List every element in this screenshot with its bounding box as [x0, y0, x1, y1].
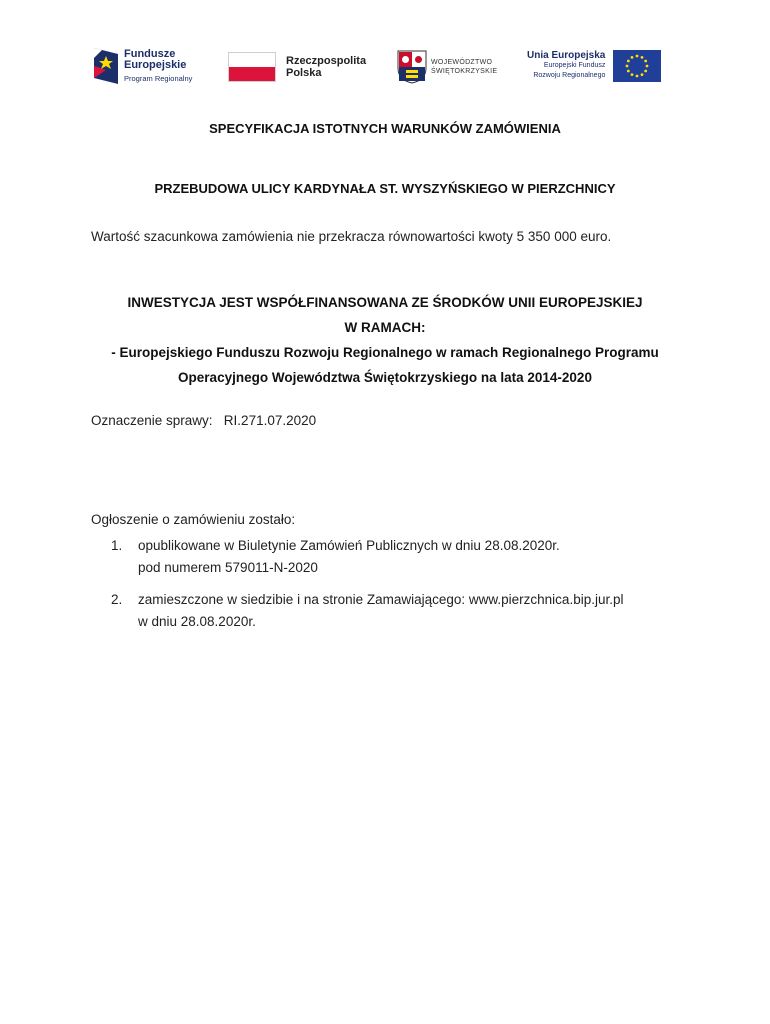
value-note: Wartość szacunkowa zamówienia nie przekracza równowartości kwoty 5 350 000 euro.: [91, 229, 612, 244]
eu-star-icon: [645, 60, 648, 63]
eu-star-icon: [645, 70, 648, 73]
list-item-line2: pod numerem 579011-N-2020: [138, 560, 318, 575]
list-item-line2: w dniu 28.08.2020r.: [138, 614, 256, 629]
eu-star-icon: [636, 75, 639, 78]
unia-europejska-logo: [527, 50, 661, 82]
polish-flag-icon: [228, 52, 276, 82]
ue-line1: Unia Europejska: [527, 50, 606, 61]
eu-star-icon: [631, 56, 634, 59]
financing-block: [0, 290, 770, 390]
rzeczpospolita-polska-logo: [228, 52, 366, 82]
rp-line2: Polska: [286, 67, 322, 79]
eu-star-icon: [631, 73, 634, 76]
financing-line4: Operacyjnego Województwa Świętokrzyskiego na lata 2014-2020: [178, 370, 592, 385]
eu-star-icon: [627, 60, 630, 63]
wojewodztwo-wordmark: [431, 58, 497, 76]
document-title: SPECYFIKACJA ISTOTNYCH WARUNKÓW ZAMÓWIENIA: [209, 121, 561, 136]
case-mark: Oznaczenie sprawy: RI.271.07.2020: [91, 413, 317, 428]
logo-bar: [0, 42, 770, 92]
ue-line2: Europejski Fundusz: [543, 62, 606, 69]
list-item-number: 1.: [111, 538, 123, 553]
eu-star-icon: [627, 70, 630, 73]
fundusze-europejskie-logo: [92, 46, 192, 86]
wojewodztwo-swietokrzyskie-logo: [397, 50, 497, 84]
eu-star-icon: [626, 65, 629, 68]
rp-line1: Rzeczpospolita: [286, 55, 367, 67]
ue-line3: Rozwoju Regionalnego: [533, 72, 606, 79]
eu-star-icon: [646, 65, 649, 68]
ws-line1: WOJEWÓDZTWO: [431, 59, 493, 66]
announcement-intro: Ogłoszenie o zamówieniu zostało:: [91, 512, 296, 527]
list-item-line1: opublikowane w Biuletynie Zamówień Publicznych w dniu 28.08.2020r.: [138, 538, 560, 553]
rzeczpospolita-wordmark: [286, 55, 366, 79]
fe-line1: Fundusze: [124, 47, 176, 60]
fe-line2: Europejskie: [124, 58, 187, 71]
unia-europejska-wordmark: [527, 51, 605, 81]
fe-line3: Program Regionalny: [124, 73, 193, 83]
eu-star-icon: [641, 73, 644, 76]
ws-line2: ŚWIĘTOKRZYSKIE: [431, 68, 498, 75]
list-item: [111, 535, 560, 579]
list-item-number: 2.: [111, 592, 123, 607]
document-subject: PRZEBUDOWA ULICY KARDYNAŁA ST. WYSZYŃSKIEGO W PIERZCHNICY: [154, 181, 616, 196]
financing-line2: W RAMACH:: [344, 320, 426, 335]
fundusze-europejskie-icon: [92, 46, 120, 86]
coat-of-arms-icon: [397, 50, 427, 84]
list-item-line1: zamieszczone w siedzibie i na stronie Zamawiającego: www.pierzchnica.bip.jur.pl: [138, 592, 624, 607]
eu-star-icon: [641, 56, 644, 59]
eu-star-icon: [636, 55, 639, 58]
financing-line3: - Europejskiego Funduszu Rozwoju Regionalnego w ramach Regionalnego Programu: [111, 345, 659, 360]
list-item: [111, 589, 623, 633]
financing-line1: INWESTYCJA JEST WSPÓŁFINANSOWANA ZE ŚRODKÓW UNII EUROPEJSKIEJ: [127, 295, 643, 310]
eu-flag-icon: [613, 50, 661, 82]
fundusze-europejskie-wordmark: [124, 49, 192, 84]
